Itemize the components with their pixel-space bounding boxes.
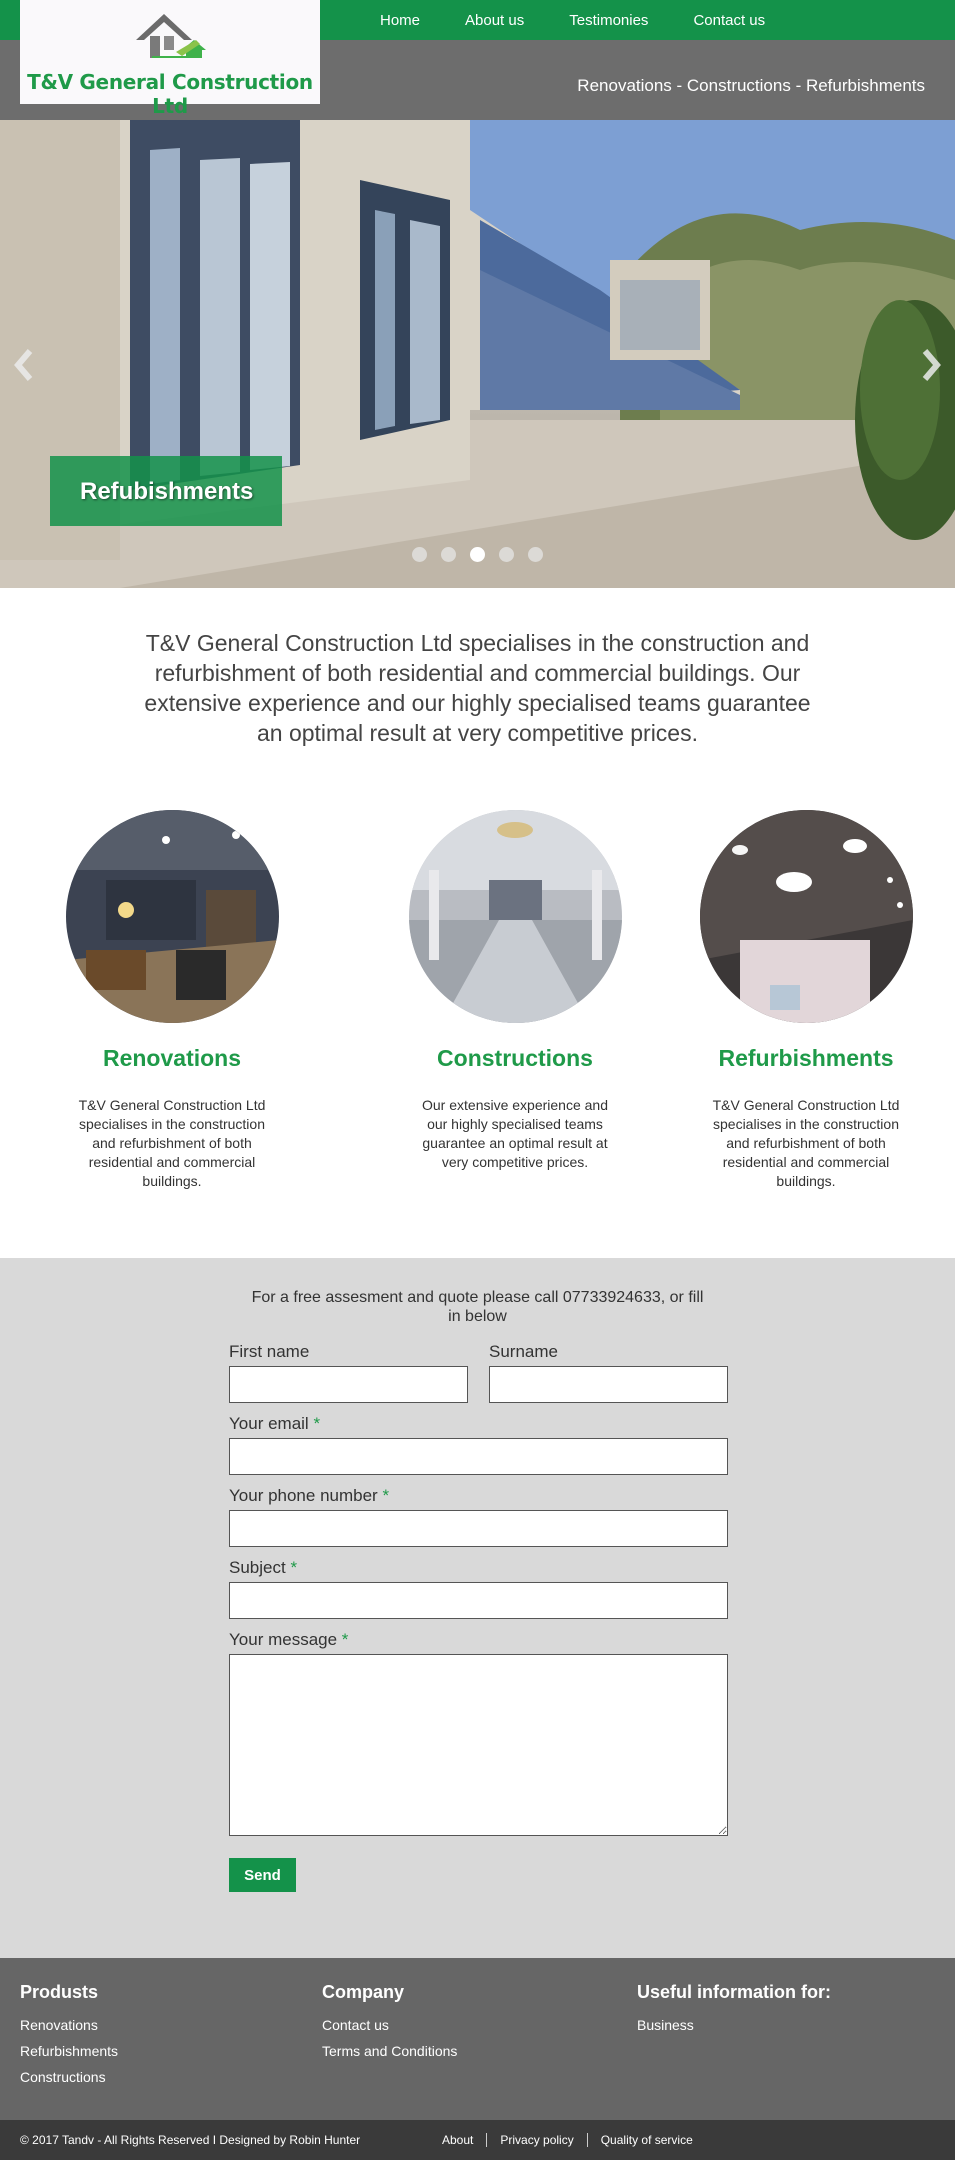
required-mark: *: [382, 1486, 390, 1505]
required-mark: *: [290, 1558, 298, 1577]
refurbishments-image[interactable]: [700, 810, 913, 1023]
nav-testimonies[interactable]: Testimonies: [569, 11, 649, 29]
constructions-image[interactable]: [409, 810, 622, 1023]
footer-link-business[interactable]: Business: [637, 2017, 694, 2033]
chevron-right-icon[interactable]: [919, 345, 943, 385]
main-nav: [380, 0, 810, 40]
footer-bottom-bar: [0, 2120, 955, 2160]
header-tagline: Renovations - Constructions - Refurbishments: [577, 76, 925, 95]
subject-input[interactable]: [229, 1582, 728, 1619]
nav-about-us[interactable]: About us: [465, 11, 525, 29]
phone-label: Your phone number *: [229, 1486, 390, 1505]
nav-contact-us[interactable]: Contact us: [693, 11, 766, 29]
service-title: Refurbishments: [718, 1045, 894, 1071]
slide-caption-text: Refubishments: [80, 478, 254, 505]
service-description: T&V General Construction Ltd specialises in the construction and refurbishment of both residential and commercial buildings.: [712, 1097, 900, 1189]
bottom-link-privacy-policy[interactable]: Privacy policy: [486, 2133, 586, 2147]
phone-input[interactable]: [229, 1510, 728, 1547]
service-title: Constructions: [437, 1045, 593, 1071]
service-description: Our extensive experience and our highly specialised teams guarantee an optimal result at very competitive prices.: [422, 1097, 608, 1170]
footer-heading: Useful information for:: [637, 1982, 831, 2002]
surname-label: Surname: [489, 1342, 558, 1361]
send-button[interactable]: Send: [229, 1858, 296, 1892]
service-description: T&V General Construction Ltd specialises in the construction and refurbishment of both residential and commercial buildings.: [78, 1097, 266, 1189]
message-textarea[interactable]: [229, 1654, 728, 1836]
renovations-image[interactable]: [66, 810, 279, 1023]
nav-home[interactable]: Home: [380, 11, 421, 29]
copyright-text: © 2017 Tandv - All Rights Reserved I Designed by Robin Hunter: [20, 2133, 361, 2147]
footer-heading: Produsts: [20, 1982, 99, 2002]
bottom-link-about[interactable]: About: [442, 2133, 474, 2147]
footer-link-constructions[interactable]: Constructions: [20, 2069, 106, 2085]
footer-link-refurbishments[interactable]: Refurbishments: [20, 2043, 119, 2059]
first-name-label: First name: [229, 1342, 310, 1361]
intro-text: T&V General Construction Ltd specialises in the construction and refurbishment of both residential and commercial buildings. Our extensive experience and our highly specialised teams guarantee an optimal result at very competitive prices.: [144, 630, 811, 746]
message-label: Your message *: [229, 1630, 349, 1649]
house-logo-icon: [132, 10, 212, 68]
footer-bottom-links: [442, 2133, 706, 2147]
slide-dot-3[interactable]: [470, 547, 485, 562]
service-constructions: [385, 810, 645, 1172]
service-title: Renovations: [102, 1045, 242, 1071]
form-intro: For a free assesment and quote please call 07733924633, or fill in below: [251, 1289, 704, 1325]
slide-dot-4[interactable]: [499, 547, 514, 562]
chevron-left-icon[interactable]: [12, 345, 36, 385]
footer: [0, 1958, 955, 2120]
footer-company-column: [322, 1982, 457, 2064]
footer-link-contact-us[interactable]: Contact us: [322, 2017, 389, 2033]
first-name-input[interactable]: [229, 1366, 468, 1403]
service-refurbishments: [676, 810, 936, 1191]
logo[interactable]: [20, 0, 320, 118]
slide-dot-2[interactable]: [441, 547, 456, 562]
slider-pagination: [412, 547, 557, 562]
quote-form-section: [0, 1258, 955, 1958]
footer-heading: Company: [322, 1982, 405, 2002]
slide-caption: [50, 456, 282, 526]
logo-wordmark: T&V General Construction Ltd: [27, 70, 313, 118]
hero-slider: [0, 120, 955, 588]
footer-link-terms[interactable]: Terms and Conditions: [322, 2043, 458, 2059]
footer-link-renovations[interactable]: Renovations: [20, 2017, 98, 2033]
footer-info-column: [637, 1982, 831, 2038]
email-input[interactable]: [229, 1438, 728, 1475]
subject-label: Subject *: [229, 1558, 298, 1577]
slide-dot-1[interactable]: [412, 547, 427, 562]
bottom-link-quality-of-service[interactable]: Quality of service: [587, 2133, 706, 2147]
service-renovations: [42, 810, 302, 1191]
email-label: Your email *: [229, 1414, 321, 1433]
required-mark: *: [313, 1414, 321, 1433]
required-mark: *: [341, 1630, 349, 1649]
surname-input[interactable]: [489, 1366, 728, 1403]
footer-products-column: [20, 1982, 118, 2090]
slide-dot-5[interactable]: [528, 547, 543, 562]
